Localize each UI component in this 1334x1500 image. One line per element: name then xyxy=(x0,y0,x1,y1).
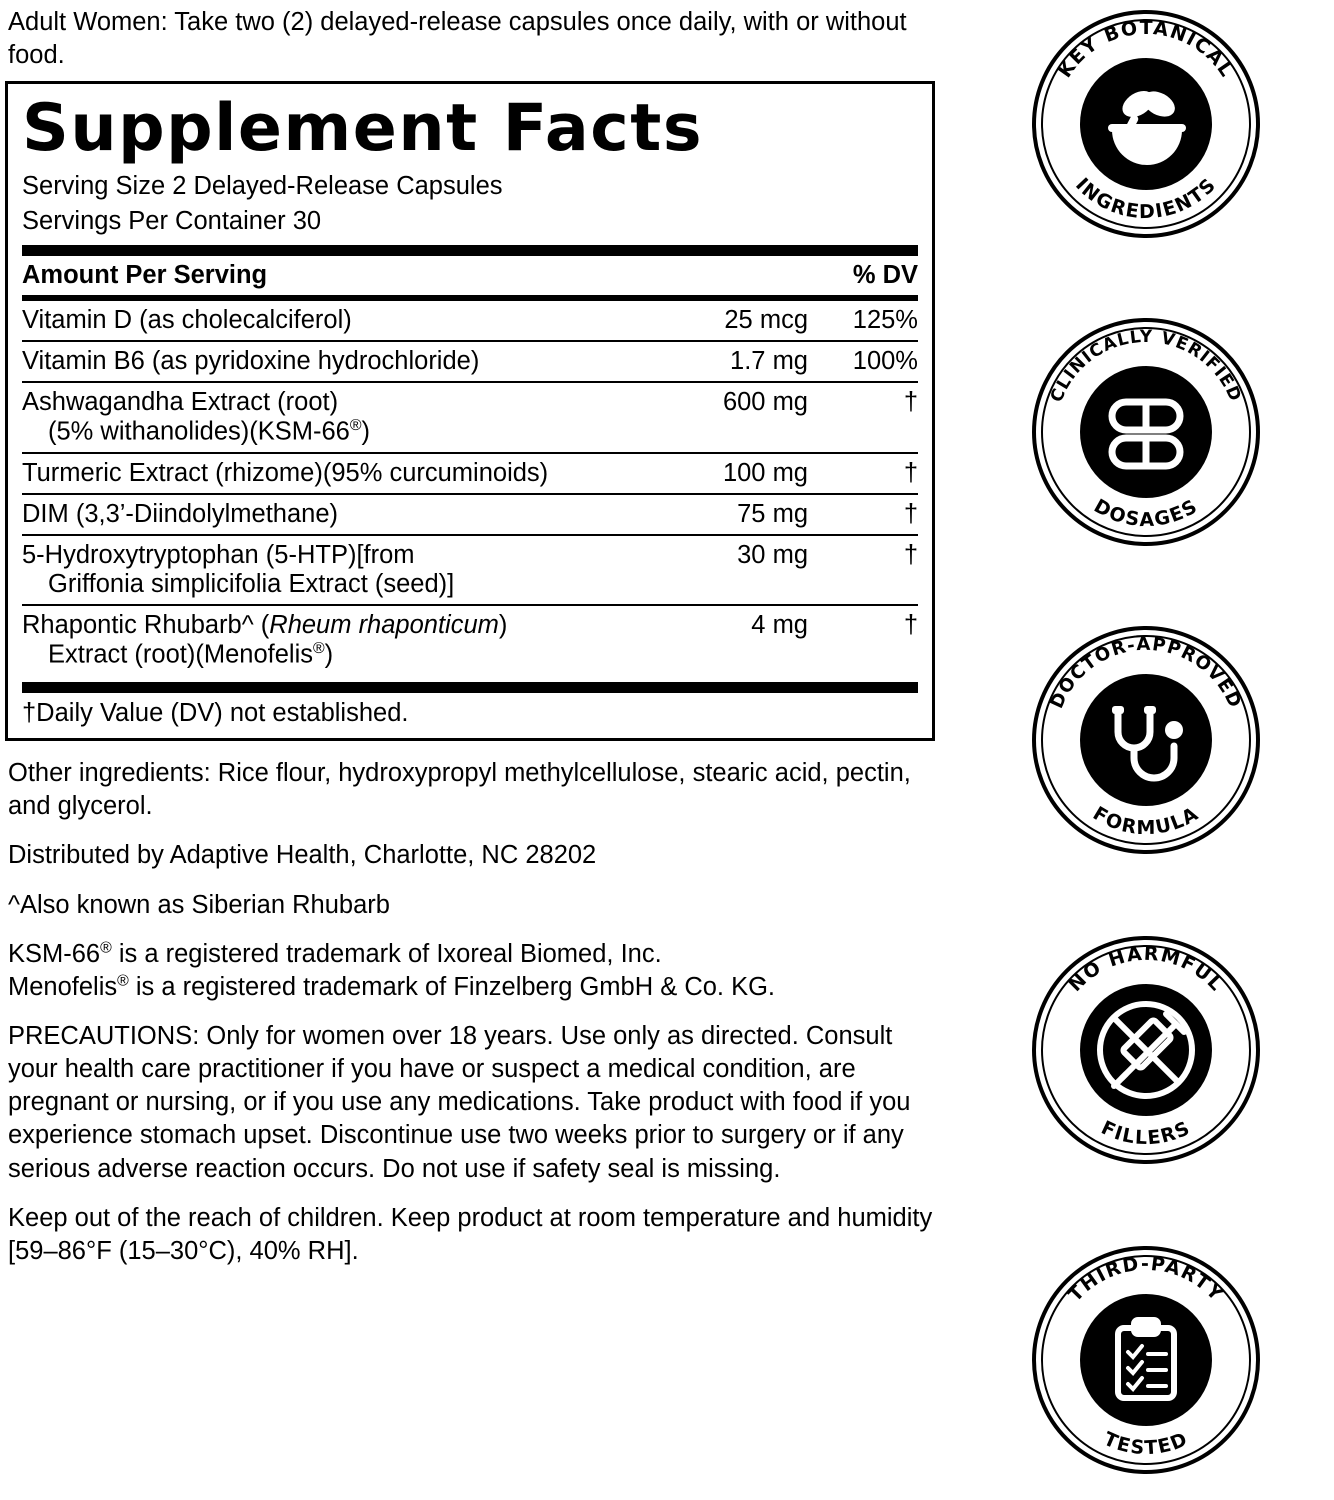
badge-bottom-text: TESTED xyxy=(1100,1427,1192,1460)
directions-text: Adult Women: Take two (2) delayed-release capsules once daily, with or without food. xyxy=(8,8,907,69)
badge-top-text: THIRD-PARTY xyxy=(1064,1252,1228,1307)
serving-size-text: Serving Size 2 Delayed-Release Capsules xyxy=(22,172,503,201)
svg-text:TESTED xyxy=(1100,1428,1191,1459)
badge-clinically-verified-dosages xyxy=(1026,312,1266,552)
badge-top-text: NO HARMFUL xyxy=(1064,942,1228,997)
row-amount: 4 mg xyxy=(751,610,808,639)
row-dv: † xyxy=(903,610,918,639)
badge-column xyxy=(1006,0,1326,1500)
table-row xyxy=(22,301,918,341)
row-dv: † xyxy=(808,453,918,494)
row-amount: 600 mg xyxy=(658,382,808,453)
trademark-block xyxy=(8,938,943,1004)
row-dv: † xyxy=(808,494,918,535)
row-name: Rhapontic Rhubarb^ (Rheum rhaponticum) xyxy=(22,610,508,639)
row-amount: 30 mg xyxy=(658,535,808,605)
row-dv: † xyxy=(808,382,918,453)
row-dv: † xyxy=(808,535,918,605)
row-amount: 100 mg xyxy=(658,453,808,494)
header-spacer xyxy=(658,256,808,296)
nutrition-table xyxy=(22,256,918,297)
row-amount: 75 mg xyxy=(658,494,808,535)
row-amount: 25 mcg xyxy=(658,301,808,341)
row-name-wrap xyxy=(22,382,658,453)
supplement-facts-title: Supplement Facts xyxy=(22,91,704,167)
badge-key-botanical-ingredients xyxy=(1026,4,1266,244)
precautions-text: PRECAUTIONS: Only for women over 18 years. Use only as directed. Consult your health care practitioner if you have or suspect a medical condition, are pregnant or nursing, or if you use any medications. Take product with food if you experience stomach upset. Discontinue use two weeks prior to surgery or if any serious adverse reaction occurs. Do not use if safety seal is missing. xyxy=(8,1022,911,1183)
badge-bottom-text: INGREDIENTS xyxy=(1071,173,1221,224)
row-name: 5-Hydroxytryptophan (5-HTP)[from xyxy=(22,540,415,569)
badge-bottom-text: FILLERS xyxy=(1097,1116,1195,1150)
servings-per-container-text: Servings Per Container 30 xyxy=(22,206,322,235)
row-name: Ashwagandha Extract (root) xyxy=(22,388,339,417)
badge-bottom-text: FORMULA xyxy=(1089,802,1203,840)
divider-thick-bottom xyxy=(22,682,918,693)
botanical-name: Rheum rhaponticum xyxy=(269,610,499,639)
header-amount-per-serving: Amount Per Serving xyxy=(22,256,658,296)
badge-top-text: DOCTOR-APPROVED xyxy=(1046,633,1246,712)
row-name-wrap xyxy=(22,605,658,675)
badge-doctor-approved-formula xyxy=(1026,620,1266,860)
row-name: DIM (3,3’-Diindolylmethane) xyxy=(22,494,658,535)
table-row xyxy=(22,535,918,605)
badge-third-party-tested xyxy=(1026,1240,1266,1480)
row-name: Vitamin B6 (as pyridoxine hydrochloride) xyxy=(22,341,658,382)
badge-no-harmful-fillers xyxy=(1026,930,1266,1170)
badge-bottom-text: DOSAGES xyxy=(1090,494,1202,532)
row-dv: 100% xyxy=(808,341,918,382)
row-name-line2: Extract (root)(Menofelis®) xyxy=(48,639,334,669)
svg-text:DOSAGES xyxy=(1090,495,1202,531)
row-name: Vitamin D (as cholecalciferol) xyxy=(22,301,658,341)
table-row xyxy=(22,453,918,494)
row-name-wrap xyxy=(22,535,658,605)
table-row xyxy=(22,605,918,675)
row-name-line2: Griffonia simplicifolia Extract (seed)] xyxy=(48,569,455,598)
storage-text: Keep out of the reach of children. Keep product at room temperature and humidity [59–86°F (15–30°C), 40% RH]. xyxy=(8,1203,933,1265)
other-ingredients-text: Other ingredients: Rice flour, hydroxypropyl methylcellulose, stearic acid, pectin, and glycerol. xyxy=(8,759,911,821)
badge-top-text: CLINICALLY VERIFIED xyxy=(1046,326,1246,406)
table-header-row xyxy=(22,256,918,296)
daily-value-footnote: †Daily Value (DV) not established. xyxy=(22,699,409,728)
header-percent-dv: % DV xyxy=(808,256,918,296)
row-amount: 1.7 mg xyxy=(658,341,808,382)
svg-text:FILLERS xyxy=(1098,1117,1194,1149)
badge-top-text: KEY BOTANICAL xyxy=(1053,16,1239,82)
trademark-ksm66: KSM-66® is a registered trademark of Ixoreal Biomed, Inc. xyxy=(8,939,662,968)
divider-thick-top xyxy=(22,245,918,256)
row-name-line2: (5% withanolides)(KSM-66®) xyxy=(48,417,371,446)
table-row xyxy=(22,382,918,453)
trademark-menofelis: Menofelis® is a registered trademark of Finzelberg GmbH & Co. KG. xyxy=(8,972,776,1001)
distributed-by-text: Distributed by Adaptive Health, Charlotte, NC 28202 xyxy=(8,841,597,870)
supplement-facts-panel xyxy=(5,81,935,741)
rhubarb-note-text: ^Also known as Siberian Rhubarb xyxy=(8,890,390,919)
table-row xyxy=(22,494,918,535)
row-name: Turmeric Extract (rhizome)(95% curcuminoids) xyxy=(22,453,658,494)
nutrition-rows xyxy=(22,301,918,674)
svg-text:FORMULA xyxy=(1089,802,1203,839)
table-row xyxy=(22,341,918,382)
row-dv: 125% xyxy=(808,301,918,341)
